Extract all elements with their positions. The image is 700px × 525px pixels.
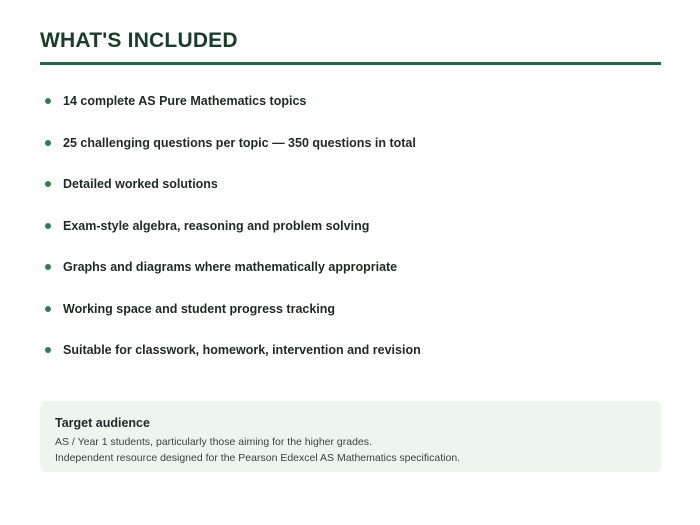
bullet-icon: [45, 347, 51, 353]
feature-text: Graphs and diagrams where mathematically appropriate: [63, 260, 398, 274]
list-item: [40, 338, 661, 380]
target-audience-heading: Target audience: [55, 416, 150, 430]
feature-text: Exam-style algebra, reasoning and problem solving: [63, 218, 370, 233]
list-item: [40, 297, 661, 339]
list-item: [40, 89, 661, 131]
bullet-icon: [45, 140, 51, 146]
feature-text: 14 complete AS Pure Mathematics topics: [63, 94, 307, 108]
list-item: [40, 172, 661, 214]
feature-list: [40, 89, 661, 380]
bullet-icon: [45, 264, 51, 270]
feature-text: Detailed worked solutions: [63, 177, 218, 191]
feature-text: Suitable for classwork, homework, intervention and revision: [63, 343, 421, 357]
target-audience-line: Independent resource designed for the Pearson Edexcel AS Mathematics specification.: [55, 452, 461, 464]
feature-text: 25 challenging questions per topic — 350 questions in total: [63, 135, 416, 150]
target-audience-line: AS / Year 1 students, particularly those aiming for the higher grades.: [55, 436, 372, 448]
bullet-icon: [45, 98, 51, 104]
list-item: [40, 255, 661, 297]
feature-text: Working space and student progress tracking: [63, 301, 336, 316]
title-divider: [40, 62, 661, 65]
list-item: [40, 214, 661, 256]
list-item: [40, 131, 661, 173]
bullet-icon: [45, 181, 51, 187]
bullet-icon: [45, 306, 51, 312]
page-title: WHAT'S INCLUDED: [40, 29, 238, 52]
page: [40, 0, 661, 525]
bullet-icon: [45, 223, 51, 229]
